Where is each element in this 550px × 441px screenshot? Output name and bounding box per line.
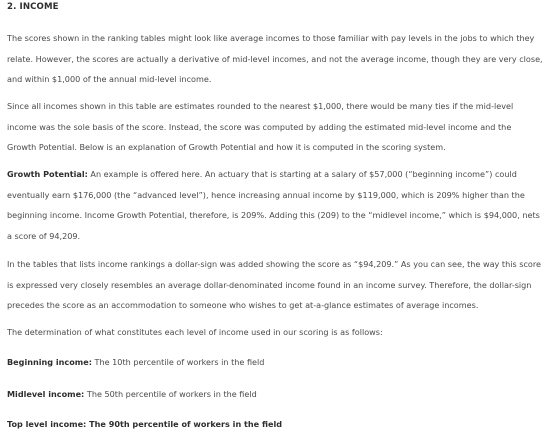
paragraph-levels-intro: The determination of what constitutes each level of income used in our scoring is as follows: <box>7 327 383 337</box>
level-beginning-income <box>7 352 543 373</box>
level-midlevel-income <box>7 384 543 405</box>
level-label: Midlevel income: <box>7 389 85 399</box>
paragraph-dollar-sign: In the tables that lists income rankings a dollar-sign was added showing the score as “$94,209.” As you can see, the way this score is expressed very closely resembles an average dollar-denominated income found in an income survey. Therefore, the dollar-sign precedes the score as an accommodation to someone who wishes to get at-a-glance estimates of average incomes. <box>7 259 541 310</box>
paragraph-growth-potential <box>7 164 543 246</box>
level-label: Top level income: <box>7 419 87 429</box>
section-heading: 2. INCOME <box>7 2 59 12</box>
paragraph-rounding-ties: Since all incomes shown in this table are estimates rounded to the nearest $1,000, there would be many ties if the mid-level income was the sole basis of the score. Instead, the score was computed by adding the estimated mid-level income and the Growth Potential. Below is an explanation of Growth Potential and how it is computed in the scoring system. <box>7 101 514 152</box>
growth-potential-text: An example is offered here. An actuary that is starting at a salary of $57,000 (“beginning income”) could eventually earn $176,000 (the “advanced level”), hence increasing annual income by $119,000, which is 209% higher than the beginning income. Income Growth Potential, therefore, is 209%. Adding this (209) to the “midlevel income,” which is $94,000, nets a score of 94,209. <box>7 169 540 241</box>
level-top-income <box>7 414 543 435</box>
level-label: Beginning income: <box>7 357 92 367</box>
growth-potential-label: Growth Potential: <box>7 169 88 179</box>
level-text: The 10th percentile of workers in the field <box>91 357 265 367</box>
level-text: The 50th percentile of workers in the field <box>84 389 257 399</box>
paragraph-scores-intro: The scores shown in the ranking tables might look like average incomes to those familiar with pay levels in the jobs to which they relate. However, the scores are actually a derivative of mid-level incomes, and not the average income, though they are very close, and within $1,000 of the annual mid-level income. <box>7 33 543 84</box>
level-text: The 90th percentile of workers in the field <box>86 419 283 429</box>
